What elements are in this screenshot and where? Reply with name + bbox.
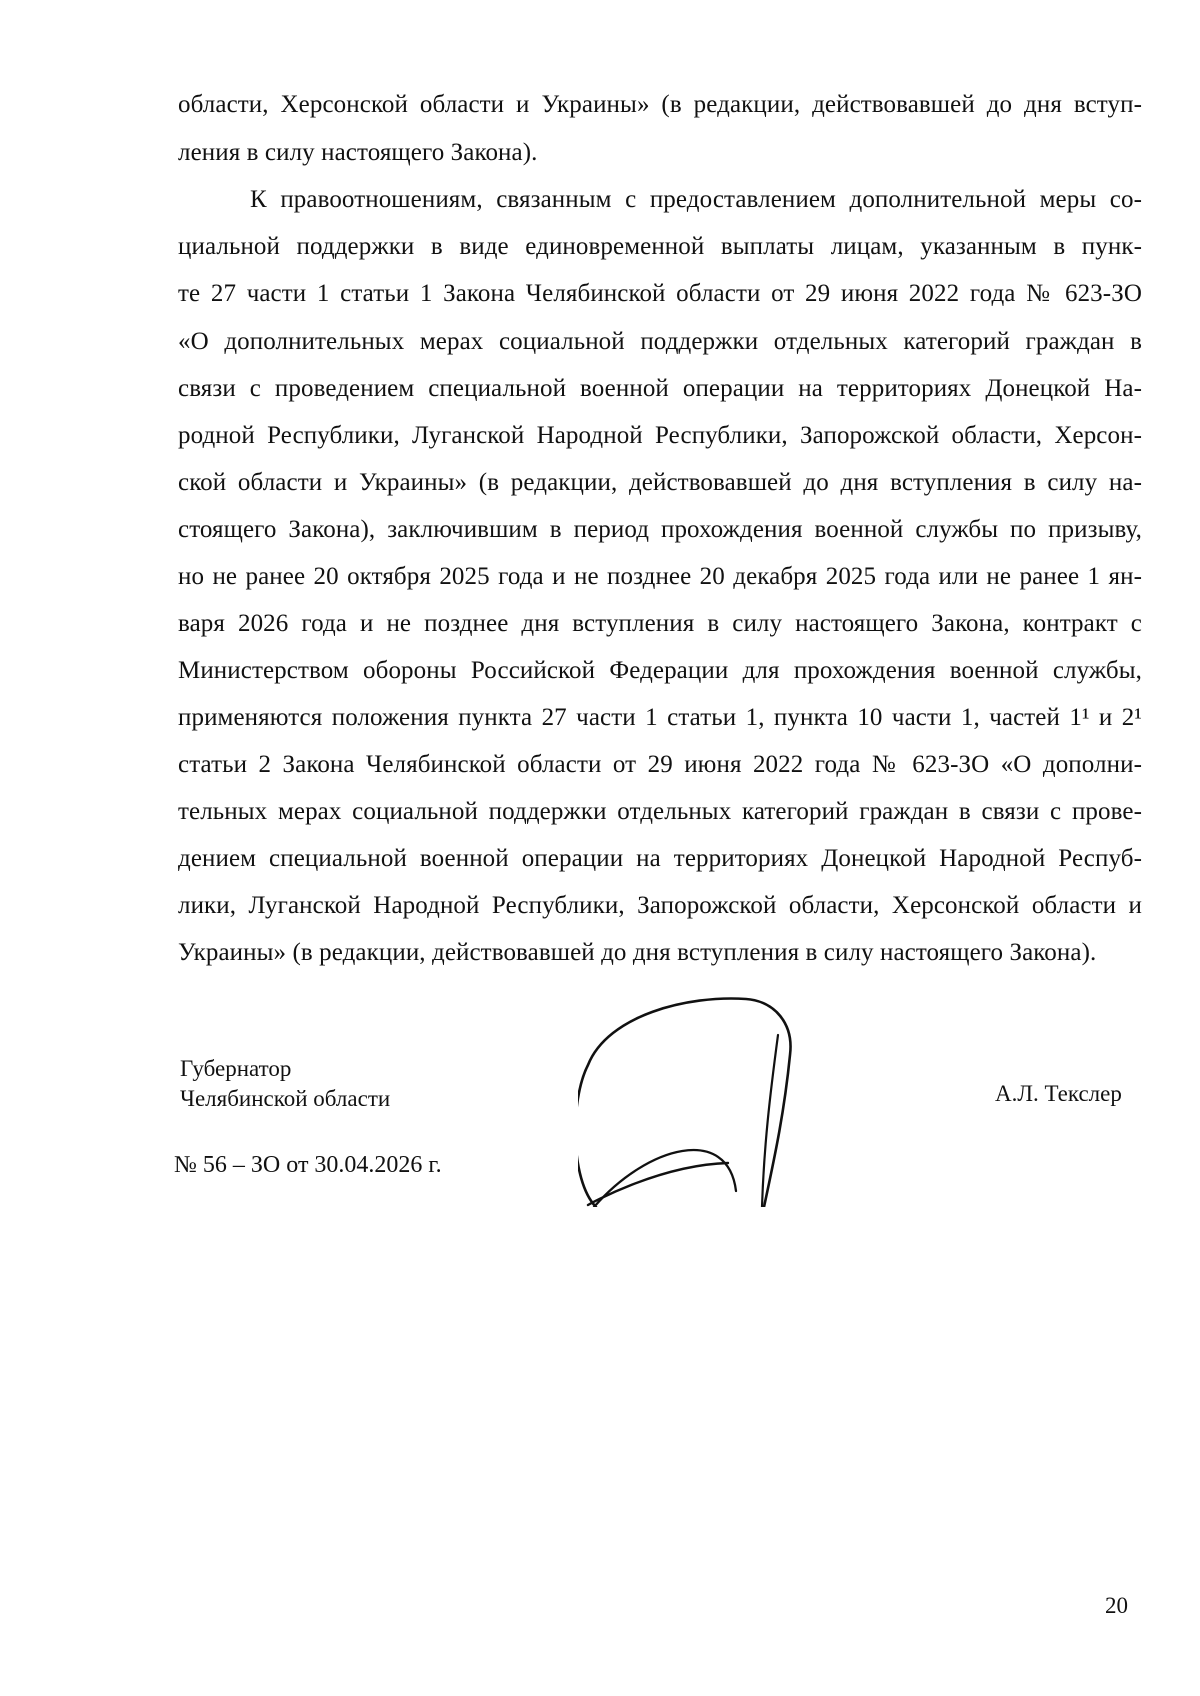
paragraph-line-10: варя 2026 года и не позднее дня вступления в силу настоящего Закона, контракт с [178, 610, 1142, 637]
signer-name: А.Л. Текслер [995, 1081, 1122, 1106]
page-number: 20 [1105, 1593, 1128, 1618]
paragraph-line-1: К правоотношениям, связанным с предоставлением дополнительной меры со- [250, 186, 1142, 213]
paragraph-line-15: дением специальной военной операции на территориях Донецкой Народной Респуб- [178, 845, 1142, 872]
paragraph-line-13: статьи 2 Закона Челябинской области от 29 июня 2022 года № 623-ЗО «О дополни- [178, 751, 1142, 778]
paragraph-line-6: родной Республики, Луганской Народной Республики, Запорожской области, Херсон- [178, 422, 1142, 449]
paragraph-line-3: те 27 части 1 статьи 1 Закона Челябинской области от 29 июня 2022 года № 623-ЗО [178, 280, 1142, 307]
paragraph-line-7: ской области и Украины» (в редакции, действовавшей до дня вступления в силу на- [178, 469, 1142, 496]
governor-region: Челябинской области [180, 1086, 391, 1111]
law-number: № 56 – ЗО от 30.04.2026 г. [174, 1152, 442, 1178]
handwritten-signature [578, 995, 810, 1207]
paragraph-line-16: лики, Луганской Народной Республики, Запорожской области, Херсонской области и [178, 892, 1142, 919]
paragraph-line-9: но не ранее 20 октября 2025 года и не позднее 20 декабря 2025 года или не ранее 1 ян- [178, 563, 1142, 590]
paragraph-line-14: тельных мерах социальной поддержки отдельных категорий граждан в связи с прове- [178, 798, 1142, 825]
paragraph-line-4: «О дополнительных мерах социальной поддержки отдельных категорий граждан в [178, 328, 1142, 355]
paragraph-line-8: стоящего Закона), заключившим в период прохождения военной службы по призыву, [178, 516, 1142, 543]
governor-title: Губернатор [180, 1056, 292, 1081]
paragraph-line-11: Министерством обороны Российской Федерации для прохождения военной службы, [178, 657, 1142, 684]
paragraph-line-17: Украины» (в редакции, действовавшей до дня вступления в силу настоящего Закона). [178, 939, 1097, 966]
paragraph-end-line-1: области, Херсонской области и Украины» (в редакции, действовавшей до дня вступ- [178, 91, 1142, 118]
paragraph-line-12: применяются положения пункта 27 части 1 статьи 1, пункта 10 части 1, частей 1¹ и 2¹ [178, 704, 1142, 731]
paragraph-line-2: циальной поддержки в виде единовременной выплаты лицам, указанным в пунк- [178, 233, 1142, 260]
paragraph-end-line-2: ления в силу настоящего Закона). [178, 139, 538, 166]
paragraph-line-5: связи с проведением специальной военной операции на территориях Донецкой На- [178, 375, 1142, 402]
